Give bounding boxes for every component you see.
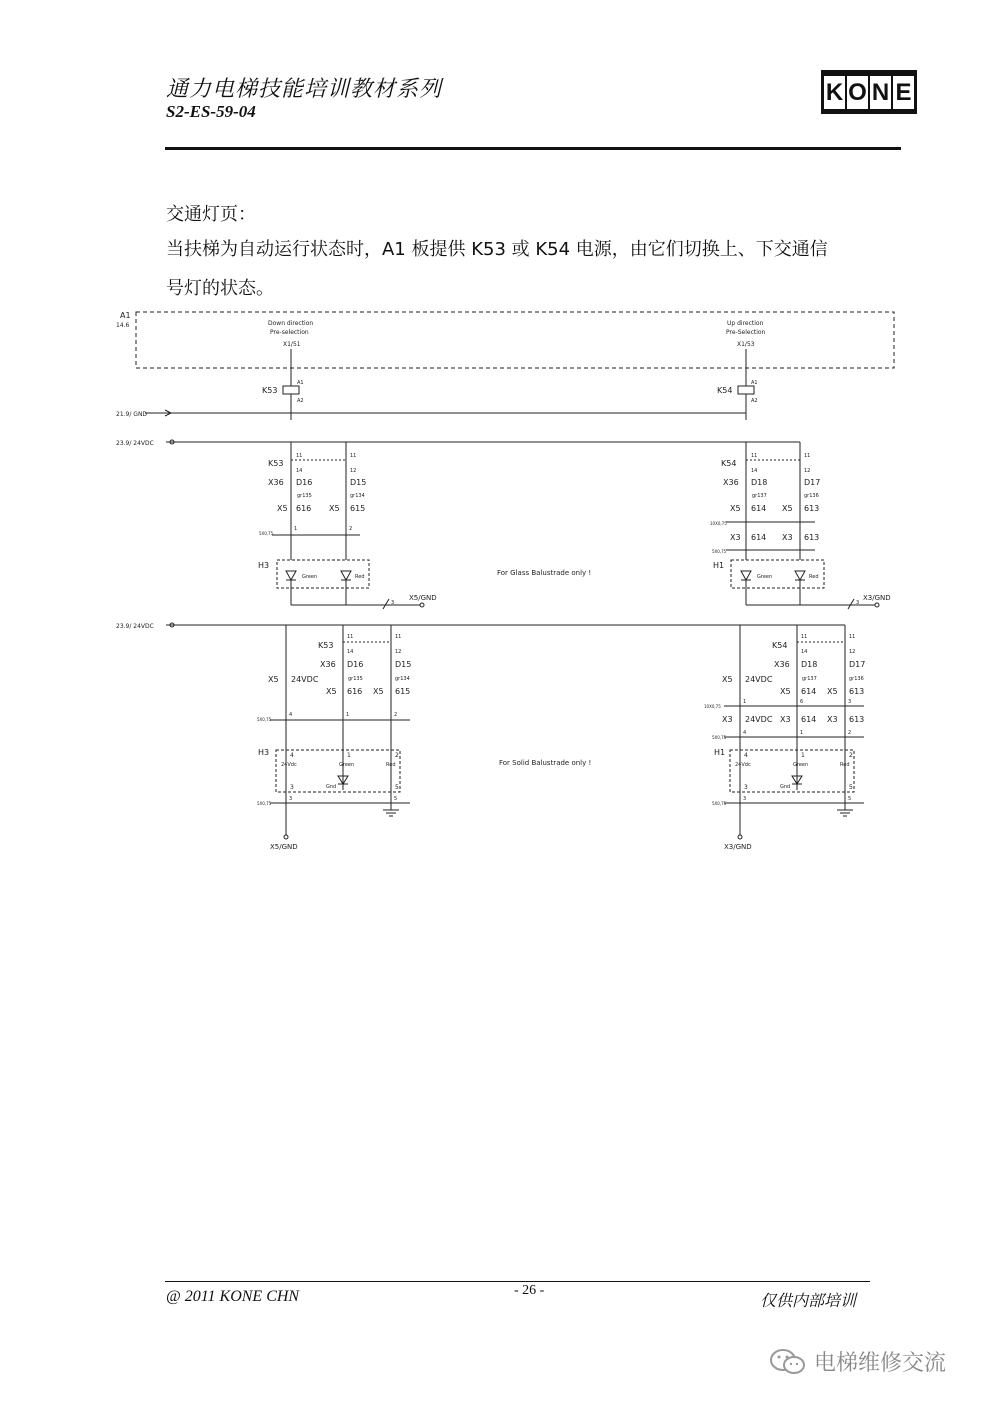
k54-contact-label: K54 [721, 459, 737, 468]
h1-gnd: Gnd [780, 784, 791, 790]
x3-gnd-solid: X3/GND [724, 843, 752, 851]
left-gr135: gr135 [297, 493, 312, 499]
traffic-light-schematic [0, 300, 992, 870]
right-cable5-glass: 5X0,75 [712, 549, 727, 554]
left-d15: D15 [350, 478, 367, 487]
left-s-x5-b: X5 [326, 687, 337, 696]
left-cable-glass: 5X0,75 [259, 531, 274, 536]
left-d16: D16 [296, 478, 313, 487]
h1-solid-label: H1 [714, 748, 726, 757]
left-x5-b: X5 [329, 504, 340, 513]
h1-green: Green [757, 574, 773, 580]
ls-h-n3: 3 [290, 784, 294, 791]
kone-logo [821, 70, 917, 114]
k54-c11b: 11 [804, 453, 811, 459]
k53s-c11b: 11 [395, 634, 402, 640]
down-direction-label: Down direction [268, 320, 314, 327]
left-s-gr135: gr135 [348, 676, 363, 682]
right-s-x3-a: X3 [722, 715, 733, 724]
k53-coil [283, 386, 299, 394]
up-pin-label: X1/53 [737, 341, 755, 348]
k53-a1-pin: A1 [297, 380, 304, 386]
logo-letter-e: E [893, 76, 914, 109]
left-cable-solid: 5X0,75 [257, 717, 272, 722]
right-x5-b: X5 [782, 504, 793, 513]
ground-symbol-left [383, 810, 399, 816]
solid-balustrade-note: For Solid Balustrade only ! [499, 759, 592, 767]
k53s-c14: 14 [347, 649, 354, 655]
down-pin-label: X1/51 [283, 341, 301, 348]
left-s-gr134: gr134 [395, 676, 410, 682]
watermark-text: 电梯维修交流 [814, 1351, 947, 1376]
right-s-613: 613 [849, 687, 865, 696]
ls-n1: 1 [346, 712, 350, 718]
k54-c12: 12 [804, 468, 811, 474]
right-613b: 613 [804, 533, 820, 542]
right-gr136: gr136 [804, 493, 819, 499]
left-glass-n1: 1 [294, 526, 298, 532]
gnd-rail-label: 21.9/ GND [116, 411, 148, 418]
right-s-614b: 614 [801, 715, 817, 724]
rs-n2: 2 [848, 730, 852, 736]
left-615: 615 [350, 504, 366, 513]
right-gnd-n3: 3 [856, 600, 860, 606]
k54-a1-pin: A1 [751, 380, 758, 386]
glass-balustrade-note: For Glass Balustrade only ! [497, 569, 592, 577]
footer-internal-note: 仅供内部培训 [760, 1291, 857, 1310]
up-direction-label: Up direction [727, 320, 764, 327]
k54s-c14: 14 [801, 649, 808, 655]
right-614: 614 [751, 504, 767, 513]
k54-c14: 14 [751, 468, 758, 474]
right-s-24vdc: 24VDC [745, 675, 773, 684]
k54s-c11: 11 [801, 634, 808, 640]
x3-gnd-glass: X3/GND [863, 594, 891, 602]
rs-h-n2: 2 [849, 752, 853, 759]
body-paragraph-line-2: 号灯的状态。 [166, 278, 274, 299]
left-x5-a: X5 [277, 504, 288, 513]
ls-n2: 2 [394, 712, 398, 718]
a1-sub: 14.6 [116, 322, 130, 329]
ls-h-n2: 2 [395, 752, 399, 759]
down-preselection-label: Pre-selection [270, 329, 309, 336]
k54-solid-label: K54 [772, 641, 788, 650]
watermark [768, 1346, 946, 1377]
header-divider [165, 147, 901, 150]
body-paragraph-line-1: 当扶梯为自动运行状态时，A1 板提供 K53 或 K54 电源，由它们切换上、下交通信 [166, 239, 828, 260]
right-cable10-solid: 10X0,75 [704, 704, 721, 709]
h3-solid-green: Green [339, 762, 355, 768]
ls-n3: 3 [289, 796, 293, 802]
left-x36: X36 [268, 478, 284, 487]
left-glass-n2: 2 [349, 526, 353, 532]
right-s-x3-c: X3 [827, 715, 838, 724]
right-x3-b: X3 [782, 533, 793, 542]
rs-h-n3: 3 [744, 784, 748, 791]
left-s-615: 615 [395, 687, 411, 696]
footer-copyright: @ 2011 KONE CHN [166, 1288, 300, 1305]
ls-h-n1: 1 [347, 752, 351, 759]
right-s-x36: X36 [774, 660, 790, 669]
k53-a2-pin: A2 [297, 398, 304, 404]
ls-h-n5: 5 [395, 784, 399, 791]
vdc-rail-1-label: 23.9/ 24VDC [116, 440, 154, 447]
rs-h-n1: 1 [801, 752, 805, 759]
ls-n4: 4 [289, 712, 293, 718]
right-613: 613 [804, 504, 820, 513]
right-s-614: 614 [801, 687, 817, 696]
h3-glass-label: H3 [258, 561, 270, 570]
h3-solid-lamp-box [276, 750, 400, 792]
k53-solid-label: K53 [318, 641, 334, 650]
h3-red: Red [355, 574, 365, 580]
right-s-x5-b: X5 [780, 687, 791, 696]
page-number: - 26 - [514, 1283, 545, 1298]
a1-label: A1 [120, 311, 131, 320]
rs-n1: 1 [800, 730, 804, 736]
right-d18: D18 [751, 478, 768, 487]
k53-c11: 11 [296, 453, 303, 459]
logo-letter-o: O [847, 76, 868, 109]
left-s-24vdc: 24VDC [291, 675, 319, 684]
wechat-icon [768, 1347, 808, 1377]
right-gr137: gr137 [752, 493, 767, 499]
rs-n6: 6 [800, 699, 804, 705]
right-s-x5-a: X5 [722, 675, 733, 684]
left-s-x36: X36 [320, 660, 336, 669]
left-s-x5-a: X5 [268, 675, 279, 684]
k54-a2-pin: A2 [751, 398, 758, 404]
k54-c11: 11 [751, 453, 758, 459]
right-s-x5-c: X5 [827, 687, 838, 696]
h1-solid-lamp-box [730, 750, 854, 792]
rs-n4: 4 [743, 730, 747, 736]
h3-solid-label: H3 [258, 748, 270, 757]
right-cable5-solid-2: 5X0,75 [712, 801, 727, 806]
right-x3-a: X3 [730, 533, 741, 542]
right-s-613b: 613 [849, 715, 865, 724]
rs-n1a: 1 [743, 699, 747, 705]
h3-solid-red: Red [386, 762, 396, 768]
left-s-d16: D16 [347, 660, 364, 669]
x5-gnd-solid: X5/GND [270, 843, 298, 851]
left-gnd-n3: 3 [391, 600, 395, 606]
rs-h-n5: 5 [849, 784, 853, 791]
right-x36: X36 [723, 478, 739, 487]
h3-24vdc: 24Vdc [281, 762, 297, 768]
right-s-d18: D18 [801, 660, 818, 669]
k53-c11b: 11 [350, 453, 357, 459]
right-x5-a: X5 [730, 504, 741, 513]
k54s-c12: 12 [849, 649, 856, 655]
right-s-gr136: gr136 [849, 676, 864, 682]
right-614b: 614 [751, 533, 767, 542]
a1-board-box [136, 312, 894, 368]
right-s-gr137: gr137 [802, 676, 817, 682]
rs-n3: 3 [743, 796, 747, 802]
k53-c12: 12 [350, 468, 357, 474]
ls-h-n4: 4 [290, 752, 294, 759]
right-cable5-solid: 5X0,75 [712, 735, 727, 740]
right-d17: D17 [804, 478, 821, 487]
vdc-rail-2-label: 23.9/ 24VDC [116, 623, 154, 630]
right-s-24vdc-b: 24VDC [745, 715, 773, 724]
document-code: S2-ES-59-04 [166, 102, 256, 121]
x5-gnd-glass: X5/GND [409, 594, 437, 602]
h3-gnd: Gnd [326, 784, 337, 790]
logo-letter-n: N [870, 76, 891, 109]
k54-coil [738, 386, 754, 394]
h1-glass-label: H1 [713, 561, 725, 570]
document-series-title: 通力电梯技能培训教材系列 [166, 77, 443, 102]
k53s-c12: 12 [395, 649, 402, 655]
footer-divider [165, 1281, 870, 1282]
left-s-x5-c: X5 [373, 687, 384, 696]
right-s-x3-b: X3 [780, 715, 791, 724]
h1-solid-red: Red [840, 762, 850, 768]
h3-green: Green [302, 574, 318, 580]
k54-coil-label: K54 [717, 386, 733, 395]
k53-c14: 14 [296, 468, 303, 474]
k53-contact-label: K53 [268, 459, 284, 468]
k53s-c11: 11 [347, 634, 354, 640]
left-gr134: gr134 [350, 493, 365, 499]
left-cable-solid-2: 5X0,75 [257, 801, 272, 806]
rs-n3a: 3 [848, 699, 852, 705]
right-s-d17: D17 [849, 660, 866, 669]
h1-solid-green: Green [793, 762, 809, 768]
left-s-616: 616 [347, 687, 363, 696]
h1-red: Red [809, 574, 819, 580]
section-heading: 交通灯页： [166, 204, 256, 225]
rs-n5: 5 [848, 796, 852, 802]
up-preselection-label: Pre-Selection [726, 329, 766, 336]
right-cable10-glass: 10X0,75 [710, 521, 727, 526]
ls-n5: 5 [394, 796, 398, 802]
left-616: 616 [296, 504, 312, 513]
left-s-d15: D15 [395, 660, 412, 669]
logo-letter-k: K [824, 76, 845, 109]
k53-coil-label: K53 [262, 386, 278, 395]
ground-symbol-right [837, 810, 853, 816]
h1-24vdc: 24Vdc [735, 762, 751, 768]
k54s-c11b: 11 [849, 634, 856, 640]
rs-h-n4: 4 [744, 752, 748, 759]
